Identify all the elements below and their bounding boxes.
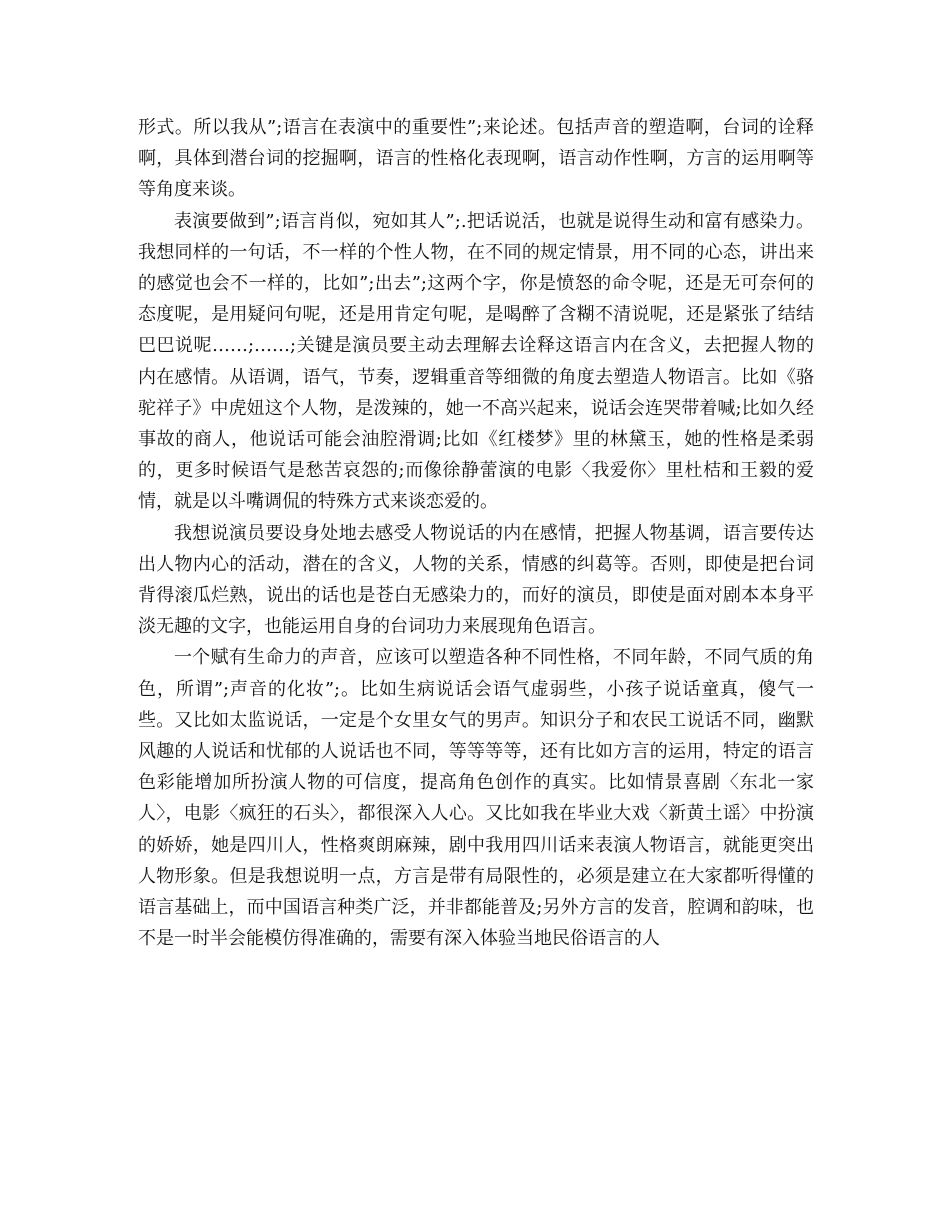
paragraph-2: 表演要做到”;语言肖似，宛如其人”;.把话说活，也就是说得生动和富有感染力。我想同样的一句话，不一样的个性人物，在不同的规定情景，用不同的心态，讲出来的感觉也会不一样的，比如”;出去”;这两个字，你是愤怒的命令呢，还是无可奈何的态度呢，是用疑问句呢，还是用肯定句呢，是喝醉了含糊不清说呢，还是紧张了结结巴巴说呢……;……;关键是演员要主动去理解去诠释这语言内在含义，去把握人物的内在感情。从语调，语气，节奏，逻辑重音等细微的角度去塑造人物语言。比如《骆驼祥子》中虎妞这个人物，是泼辣的，她一不高兴起来，说话会连哭带着喊;比如久经事故的商人，他说话可能会油腔滑调;比如《红楼梦》里的林黛玉，她的性格是柔弱的，更多时候语气是愁苦哀怨的;而像徐静蕾演的电影〈我爱你〉里杜桔和王毅的爱情，就是以斗嘴调侃的特殊方式来谈恋爱的。 xyxy=(138,210,814,513)
paragraph-4: 一个赋有生命力的声音，应该可以塑造各种不同性格，不同年龄，不同气质的角色，所谓”;声音的化妆”;。比如生病说话会语气虚弱些，小孩子说话童真，傻气一些。又比如太监说话，一定是个女里女气的男声。知识分子和农民工说话不同，幽默风趣的人说话和忧郁的人说话也不同，等等等等，还有比如方言的运用，特定的语言色彩能增加所扮演人物的可信度，提高角色创作的真实。比如情景喜剧〈东北一家人〉，电影〈疯狂的石头〉，都很深入人心。又比如我在毕业大戏〈新黄土谣〉中扮演的娇娇，她是四川人，性格爽朗麻辣，剧中我用四川话来表演人物语言，就能更突出人物形象。但是我想说明一点，方言是带有局限性的，必须是建立在大家都听得懂的语言基础上，而中国语言种类广泛，并非都能普及;另外方言的发音，腔调和韵味，也不是一时半会能模仿得准确的，需要有深入体验当地民俗语言的人 xyxy=(138,647,814,950)
paragraph-3: 我想说演员要设身处地去感受人物说话的内在感情，把握人物基调，语言要传达出人物内心的活动，潜在的含义，人物的关系，情感的纠葛等。否则，即使是把台词背得滚瓜烂熟，说出的话也是苍白无感染力的，而好的演员，即使是面对剧本本身平淡无趣的文字，也能运用自身的台词功力来展现角色语言。 xyxy=(138,522,814,638)
paragraph-1: 形式。所以我从”;语言在表演中的重要性”;来论述。包括声音的塑造啊，台词的诠释啊，具体到潜台词的挖掘啊，语言的性格化表现啊，语言动作性啊，方言的运用啊等等角度来谈。 xyxy=(138,117,814,201)
document-body xyxy=(138,112,814,954)
